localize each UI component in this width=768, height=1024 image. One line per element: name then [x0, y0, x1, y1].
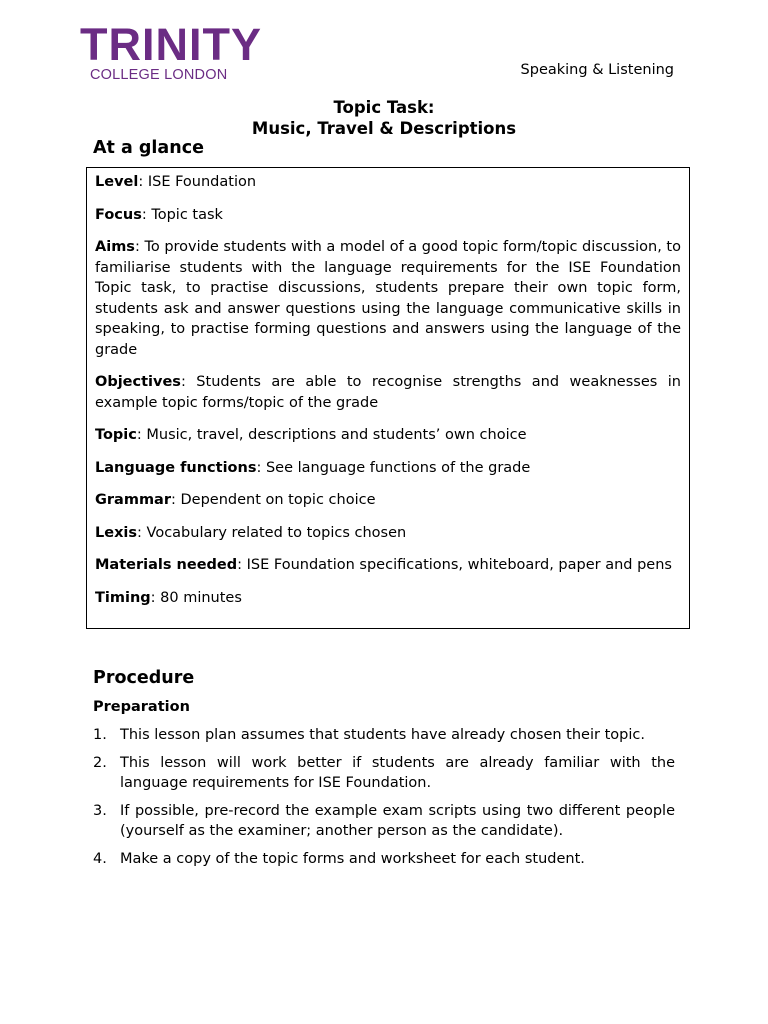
list-item	[93, 725, 675, 746]
list-item	[93, 753, 675, 794]
logo-wordmark: TRINITY	[80, 19, 262, 70]
at-a-glance-heading: At a glance	[93, 138, 204, 158]
glance-label: Objectives	[95, 374, 181, 390]
step-text: If possible, pre-record the example exam scripts using two different people (yourself as the examiner; another person as the candidate).	[120, 802, 675, 839]
step-number: 3.	[93, 802, 107, 819]
list-item	[93, 849, 675, 870]
glance-item-lexis	[95, 523, 681, 544]
glance-label: Materials needed	[95, 557, 238, 573]
title-line-1: Topic Task:	[333, 98, 435, 117]
glance-value: : See language functions of the grade	[256, 459, 531, 476]
glance-value: : ISE Foundation	[138, 174, 257, 190]
glance-value: : 80 minutes	[150, 589, 242, 606]
glance-value: : Dependent on topic choice	[171, 492, 376, 508]
glance-item-objectives	[95, 372, 681, 413]
step-number: 2.	[93, 754, 107, 771]
glance-value: : Music, travel, descriptions and students’ own choice	[136, 427, 527, 443]
glance-value: : To provide students with a model of a good topic form/topic discussion, to familiarise students with the language requirements for the ISE Foundation Topic task, to practise discussions, students prepare their own topic form, students ask and answer questions using the language communicative skills in speaking, to practise forming questions and answers using the language of the grade	[95, 239, 681, 358]
step-text: This lesson will work better if students are already familiar with the language requirements for ISE Foundation.	[120, 754, 675, 791]
at-a-glance-box	[86, 167, 690, 629]
glance-label: Timing	[95, 589, 151, 606]
glance-label: Aims	[95, 239, 135, 255]
glance-item-level	[95, 172, 681, 193]
document-title	[0, 97, 768, 139]
glance-label: Topic	[95, 427, 137, 443]
trinity-logo	[80, 19, 280, 83]
glance-item-materials	[95, 555, 681, 576]
glance-item-language-functions	[95, 458, 681, 479]
step-number: 1.	[93, 727, 107, 743]
preparation-steps	[93, 725, 675, 876]
step-number: 4.	[93, 850, 107, 867]
preparation-heading: Preparation	[93, 699, 190, 715]
glance-label: Language functions	[95, 459, 257, 476]
glance-label: Lexis	[95, 524, 138, 541]
glance-label: Level	[95, 174, 139, 190]
logo-subtitle: COLLEGE LONDON	[90, 67, 228, 83]
list-item	[93, 801, 675, 842]
glance-label: Focus	[95, 206, 142, 223]
glance-item-grammar	[95, 490, 681, 511]
glance-item-timing	[95, 588, 681, 609]
glance-item-focus	[95, 205, 681, 226]
glance-label: Grammar	[95, 492, 171, 508]
procedure-heading: Procedure	[93, 668, 195, 688]
glance-value: : Students are able to recognise strengths and weaknesses in example topic forms/topic of the grade	[95, 374, 681, 411]
section-label: Speaking & Listening	[520, 62, 674, 78]
glance-value: : ISE Foundation specifications, whiteboard, paper and pens	[237, 557, 672, 573]
glance-item-aims	[95, 237, 681, 360]
glance-value: : Vocabulary related to topics chosen	[137, 524, 407, 541]
glance-item-topic	[95, 425, 681, 446]
title-line-2: Music, Travel & Descriptions	[251, 119, 517, 138]
glance-value: : Topic task	[141, 206, 223, 223]
step-text: This lesson plan assumes that students have already chosen their topic.	[120, 727, 645, 743]
step-text: Make a copy of the topic forms and worksheet for each student.	[120, 850, 585, 867]
